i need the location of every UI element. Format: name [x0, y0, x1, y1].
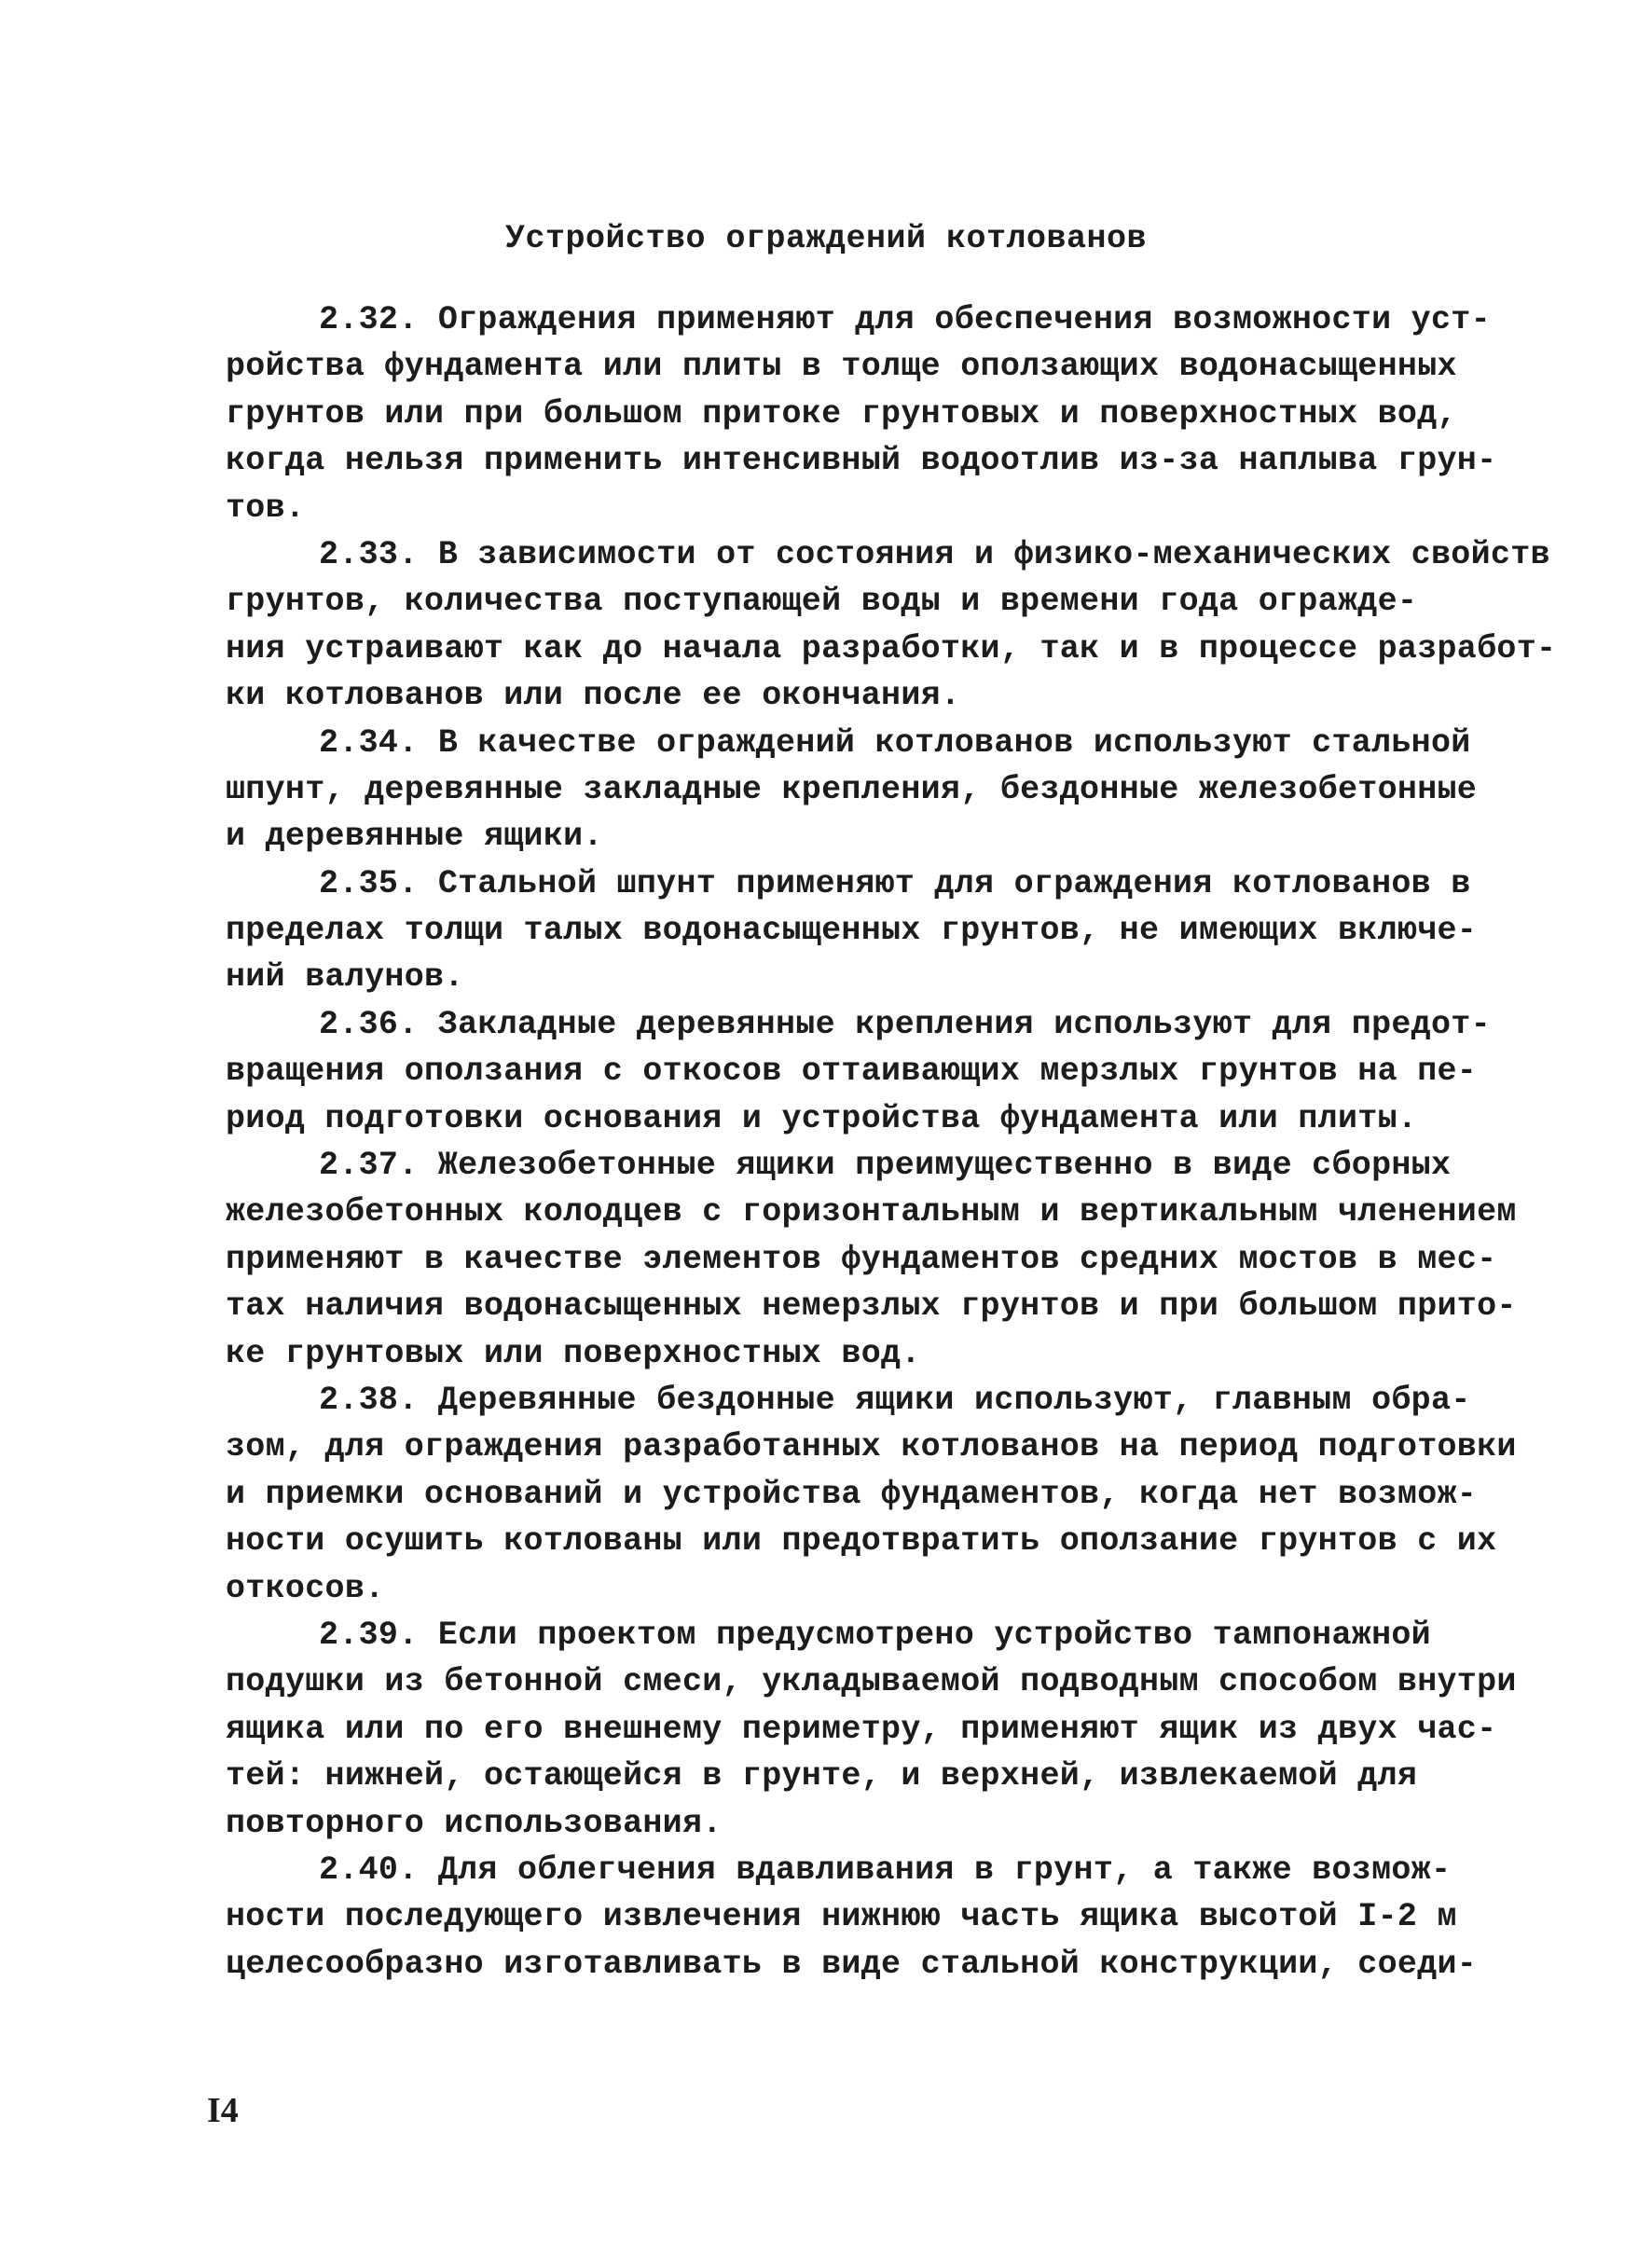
text-line: когда нельзя применить интенсивный водоотлив из-за наплыва грун- [226, 442, 1497, 480]
text-line: риод подготовки основания и устройства фундамента или плиты. [226, 1099, 1418, 1137]
text-line: 2.34. В качестве ограждений котлованов используют стальной [319, 723, 1471, 762]
text-line: зом, для ограждения разработанных котлованов на период подготовки [226, 1428, 1517, 1466]
page-number: I4 [207, 2091, 239, 2130]
text-line: 2.35. Стальной шпунт применяют для ограждения котлованов в [319, 864, 1471, 902]
text-line: ки котлованов или после ее окончания. [226, 677, 961, 715]
text-line: повторного использования. [226, 1804, 723, 1842]
section-title: Устройство ограждений котлованов [504, 220, 1148, 257]
text-line: 2.39. Если проектом предусмотрено устройство тампонажной [319, 1616, 1431, 1654]
text-line: грунтов или при большом притоке грунтовых и поверхностных вод, [226, 394, 1457, 433]
text-line: и приемки оснований и устройства фундаментов, когда нет возмож- [226, 1475, 1478, 1513]
text-line: пределах толщи талых водонасыщенных грунтов, не имеющих включе- [226, 912, 1478, 950]
text-line: 2.32. Ограждения применяют для обеспечения возможности уст- [319, 301, 1491, 338]
text-line: ности последующего извлечения нижнюю часть ящика высотой I-2 м [226, 1898, 1457, 1936]
body-text [226, 296, 1557, 1988]
text-line: применяют в качестве элементов фундаментов средних мостов в мес- [226, 1240, 1497, 1278]
text-line: 2.37. Железобетонные ящики преимущественно в виде сборных [319, 1147, 1452, 1185]
text-line: тов. [226, 488, 306, 527]
text-line: 2.38. Деревянные бездонные ящики используют, главным обра- [319, 1381, 1471, 1419]
text-line: тей: нижней, остающейся в грунте, и верхней, извлекаемой для [226, 1757, 1418, 1795]
text-line: ройства фундамента или плиты в толще оползающих водонасыщенных [226, 348, 1457, 386]
text-line: ний валунов. [226, 958, 464, 997]
text-line: шпунт, деревянные закладные крепления, бездонные железобетонные [226, 770, 1478, 808]
text-line: тах наличия водонасыщенных немерзлых грунтов и при большом прито- [226, 1287, 1517, 1326]
text-line: ящика или по его внешнему периметру, применяют ящик из двух час- [226, 1710, 1497, 1748]
text-line: грунтов, количества поступающей воды и времени года огражде- [226, 583, 1418, 621]
text-line: и деревянные ящики. [226, 818, 603, 856]
text-line: ности осушить котлованы или предотвратить оползание грунтов с их [226, 1522, 1497, 1561]
text-line: целесообразно изготавливать в виде стальной конструкции, соеди- [226, 1945, 1478, 1983]
text-line: подушки из бетонной смеси, укладываемой подводным способом внутри [226, 1663, 1517, 1701]
text-line: 2.33. В зависимости от состояния и физико-механических свойств [319, 535, 1550, 573]
text-line: ния устраивают как до начала разработки, так и в процессе разработ- [226, 629, 1557, 667]
text-line: откосов. [226, 1569, 385, 1607]
text-line: 2.40. Для облегчения вдавливания в грунт, а также возмож- [319, 1850, 1452, 1889]
text-line: железобетонных колодцев с горизонтальным и вертикальным членением [226, 1193, 1517, 1231]
text-line: ке грунтовых или поверхностных вод. [226, 1334, 921, 1372]
text-line: 2.36. Закладные деревянные крепления используют для предот- [319, 1005, 1491, 1043]
text-line: вращения оползания с откосов оттаивающих мерзлых грунтов на пе- [226, 1052, 1478, 1091]
